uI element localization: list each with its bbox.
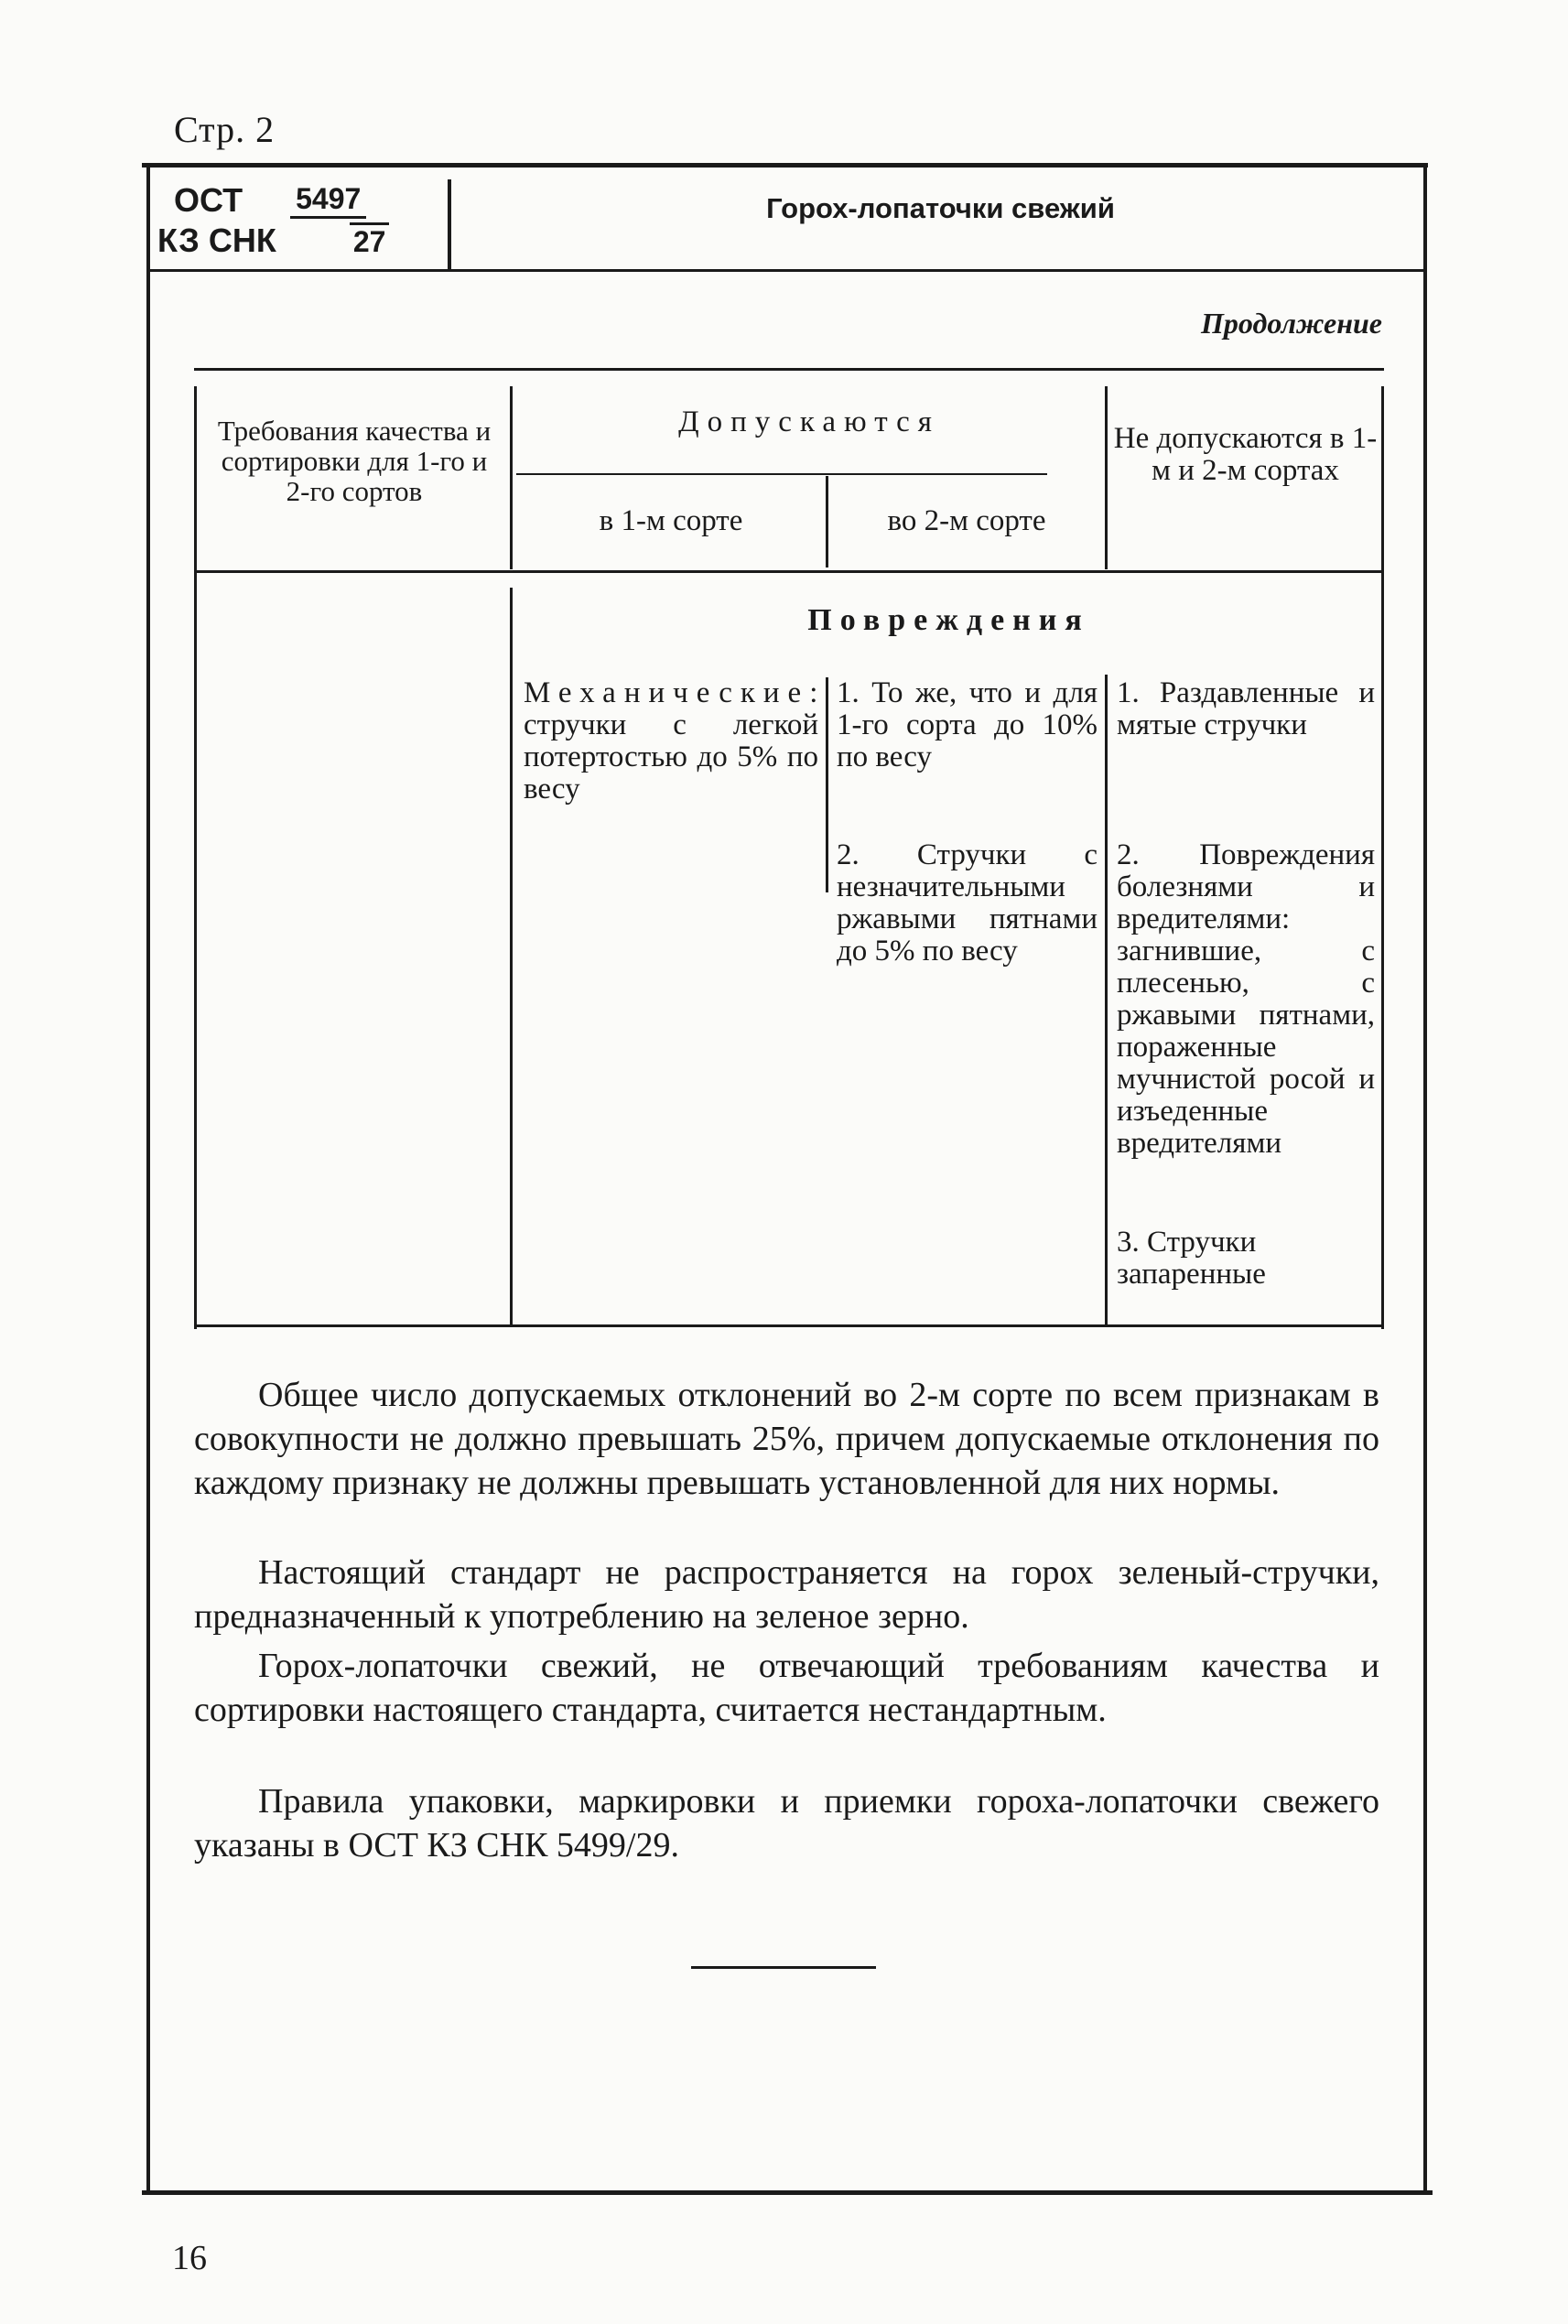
table-left-rule <box>194 386 197 1329</box>
allowed-subheader-rule <box>516 473 1047 475</box>
requirements-table <box>194 368 1384 1329</box>
header-separator <box>448 179 451 269</box>
not-allowed-header: Не допускаются в 1-м и 2-м сортах <box>1113 422 1378 487</box>
paragraph-2 <box>194 1551 1379 1638</box>
paragraph-3-text: Горох-лопаточки свежий, не отвечающий требованиям качества и сортировки настоящего стандарта, считается нестандартным. <box>194 1647 1379 1729</box>
page-label: Стр. 2 <box>174 109 276 150</box>
grade1-mechanical-text: стручки с легкой потертостью до 5% по весу <box>524 708 818 805</box>
paragraph-3 <box>194 1644 1379 1732</box>
paragraph-4 <box>194 1779 1379 1867</box>
paragraph-1 <box>194 1373 1379 1505</box>
page-number: 16 <box>172 2239 207 2277</box>
frame-bottom-rule <box>142 2190 1433 2195</box>
frame-left-rule <box>146 163 150 2190</box>
quality-requirements-header: Требования качества и сортировки для 1-го и 2-го сортов <box>217 415 492 507</box>
grade2-item-2: 2. Стручки с незначительными ржавыми пятнами до 5% по весу <box>837 838 1098 967</box>
standard-number1: 5497 <box>290 182 366 219</box>
frame-right-rule <box>1423 163 1427 2190</box>
grade2-header: во 2-м сорте <box>887 504 1046 537</box>
header-rule <box>146 269 1426 272</box>
grade1-mechanical-cell <box>524 676 827 805</box>
end-of-text-rule <box>691 1966 876 1969</box>
grade2-item-1: 1. То же, что и для 1-го сорта до 10% по весу <box>837 676 1098 773</box>
not-allowed-body-rule <box>1105 675 1108 1327</box>
table-top-rule <box>194 368 1384 371</box>
standard-prefix1: ОСТ <box>174 181 243 219</box>
col1-body-rule <box>510 588 513 1327</box>
col1-header-rule <box>510 386 513 569</box>
paragraph-2-text: Настоящий стандарт не распространяется на горох зеленый-стручки, предназначенный к употреблению на зеленое зерно. <box>194 1553 1379 1636</box>
standard-designation-line1 <box>174 181 366 220</box>
grade-split-body-rule <box>826 677 828 892</box>
document-title: Горох-лопаточки свежий <box>766 192 1115 224</box>
paragraph-1-text: Общее число допускаемых отклонений во 2-м сорте по всем признакам в совокупности не должно превышать 25%, причем допускаемые отклонения по каждому признаку не должны превышать установленной для них нормы. <box>194 1376 1379 1502</box>
standard-prefix2: КЗ СНК <box>157 222 276 259</box>
not-allowed-item-2: 2. Повреждения болезнями и вредителями: загнившие, с плесенью, с ржавыми пятнами, пораженные мучнистой росой и изъеденные вредителями <box>1117 838 1375 1160</box>
header-bottom-rule <box>194 570 1384 573</box>
not-allowed-header-rule <box>1105 386 1108 569</box>
frame-top-rule <box>142 163 1428 168</box>
not-allowed-item-1: 1. Раздавленные и мятые стручки <box>1117 676 1375 741</box>
continuation-label: Продолжение <box>1201 307 1382 340</box>
standard-designation-line2 <box>157 222 389 260</box>
not-allowed-item-3: 3. Стручки запаренные <box>1117 1226 1266 1291</box>
damage-section-title: Повреждения <box>807 603 1090 637</box>
table-bottom-rule <box>194 1324 1384 1327</box>
grade1-header: в 1-м сорте <box>599 504 743 537</box>
standard-number2: 27 <box>350 222 390 259</box>
table-right-rule <box>1381 386 1384 1329</box>
allowed-header: Допускаются <box>678 405 940 438</box>
grade1-mechanical-label: Механические: <box>524 676 827 709</box>
paragraph-4-text: Правила упаковки, маркировки и приемки гороха-лопаточки свежего указаны в ОСТ КЗ СНК 5499/29. <box>194 1782 1379 1865</box>
